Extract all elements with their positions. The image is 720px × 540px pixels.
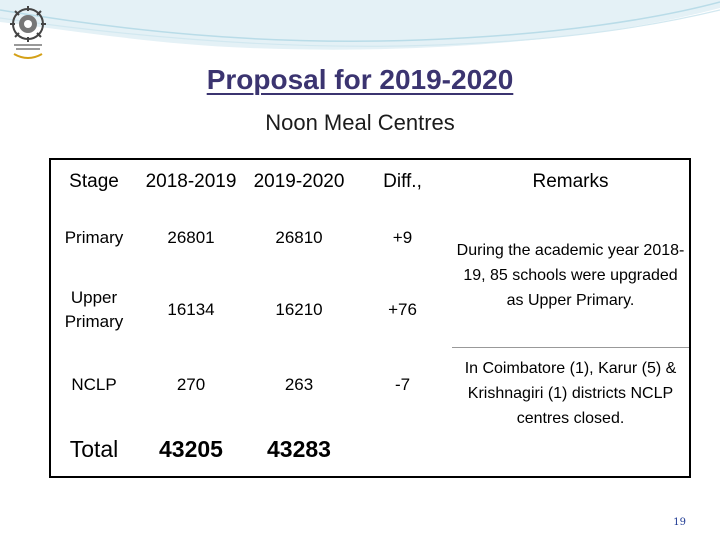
stage-cell: NCLP xyxy=(50,347,137,422)
header-2018-2019: 2018-2019 xyxy=(137,159,245,204)
slide-title: Proposal for 2019-2020 xyxy=(206,64,514,95)
stage-total-cell: Total xyxy=(50,422,137,477)
remarks-upgraded-cell: During the academic year 2018-19, 85 schools were upgraded as Upper Primary. xyxy=(452,204,690,347)
table-row xyxy=(50,347,690,422)
noon-meal-table xyxy=(49,158,691,478)
value-2019-cell: 263 xyxy=(284,374,314,394)
total-2018-cell: 43205 xyxy=(137,422,245,477)
header-remarks: Remarks xyxy=(452,159,690,204)
value-2018-cell: 16134 xyxy=(167,299,215,319)
diff-cell: +9 xyxy=(392,228,413,247)
table-row xyxy=(50,204,690,272)
header-diff: Diff., xyxy=(353,159,452,204)
stage-cell: Primary xyxy=(50,204,137,272)
value-2019-cell: 16210 xyxy=(275,299,323,319)
stage-cell: Upper Primary xyxy=(50,272,137,347)
remarks-nclp-cell: In Coimbatore (1), Karur (5) & Krishnagiri (1) districts NCLP centres closed. xyxy=(452,347,690,477)
table-header-row xyxy=(50,159,690,204)
slide-subtitle: Noon Meal Centres xyxy=(265,110,455,135)
diff-cell: +76 xyxy=(388,299,417,319)
header-2019-2020: 2019-2020 xyxy=(245,159,353,204)
value-2019-cell: 26810 xyxy=(275,228,323,247)
header-stage: Stage xyxy=(50,159,137,204)
total-2019-cell: 43283 xyxy=(245,422,353,477)
page-number: 19 xyxy=(673,517,686,528)
diff-cell: -7 xyxy=(394,374,411,394)
total-diff-cell xyxy=(353,422,452,477)
value-2018-cell: 26801 xyxy=(167,228,215,247)
emblem-logo xyxy=(6,4,50,62)
header-wave-decoration xyxy=(0,0,720,70)
value-2018-cell: 270 xyxy=(176,374,206,394)
